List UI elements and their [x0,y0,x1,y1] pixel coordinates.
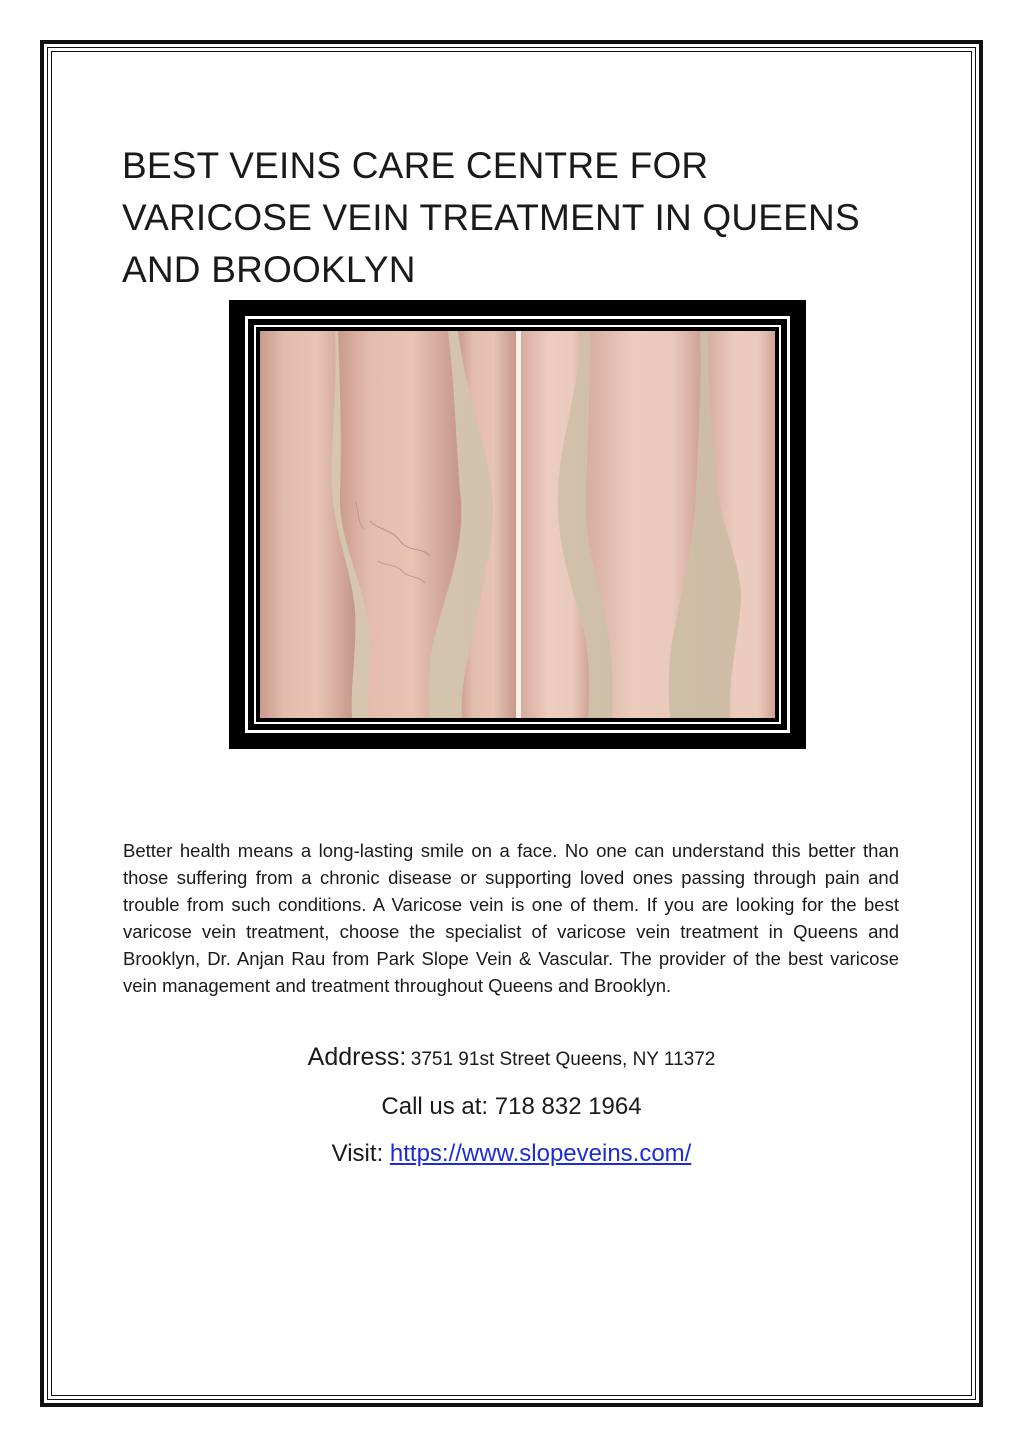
call-line [0,1093,1023,1121]
call-label: Call us at: [381,1093,489,1120]
legs-before-after-photo [260,331,775,718]
address-value: 3751 91st Street Queens, NY 11372 [410,1049,716,1070]
website-link[interactable]: https://www.slopeveins.com/ [389,1140,692,1167]
page-title: BEST VEINS CARE CENTRE FOR VARICOSE VEIN TREATMENT IN QUEENS AND BROOKLYN [122,145,860,290]
address-line [0,1043,1023,1072]
visit-line [0,1140,1023,1168]
photo-frame [229,300,806,749]
body-paragraph: Better health means a long-lasting smile on a face. No one can understand this better than those suffering from a chronic disease or supporting loved ones passing through pain and trouble from such conditions. A Varicose vein is one of them. If you are looking for the best varicose vein treatment, choose the specialist of varicose vein treatment in Queens and Brooklyn, Dr. Anjan Rau from Park Slope Vein & Vascular. The provider of the best varicose vein management and treatment throughout Queens and Brooklyn. [123,840,899,996]
visit-label: Visit: [331,1140,384,1167]
legs-photo-drawing [260,331,775,718]
phone-number: 718 832 1964 [494,1093,642,1120]
address-label: Address: [307,1043,407,1071]
